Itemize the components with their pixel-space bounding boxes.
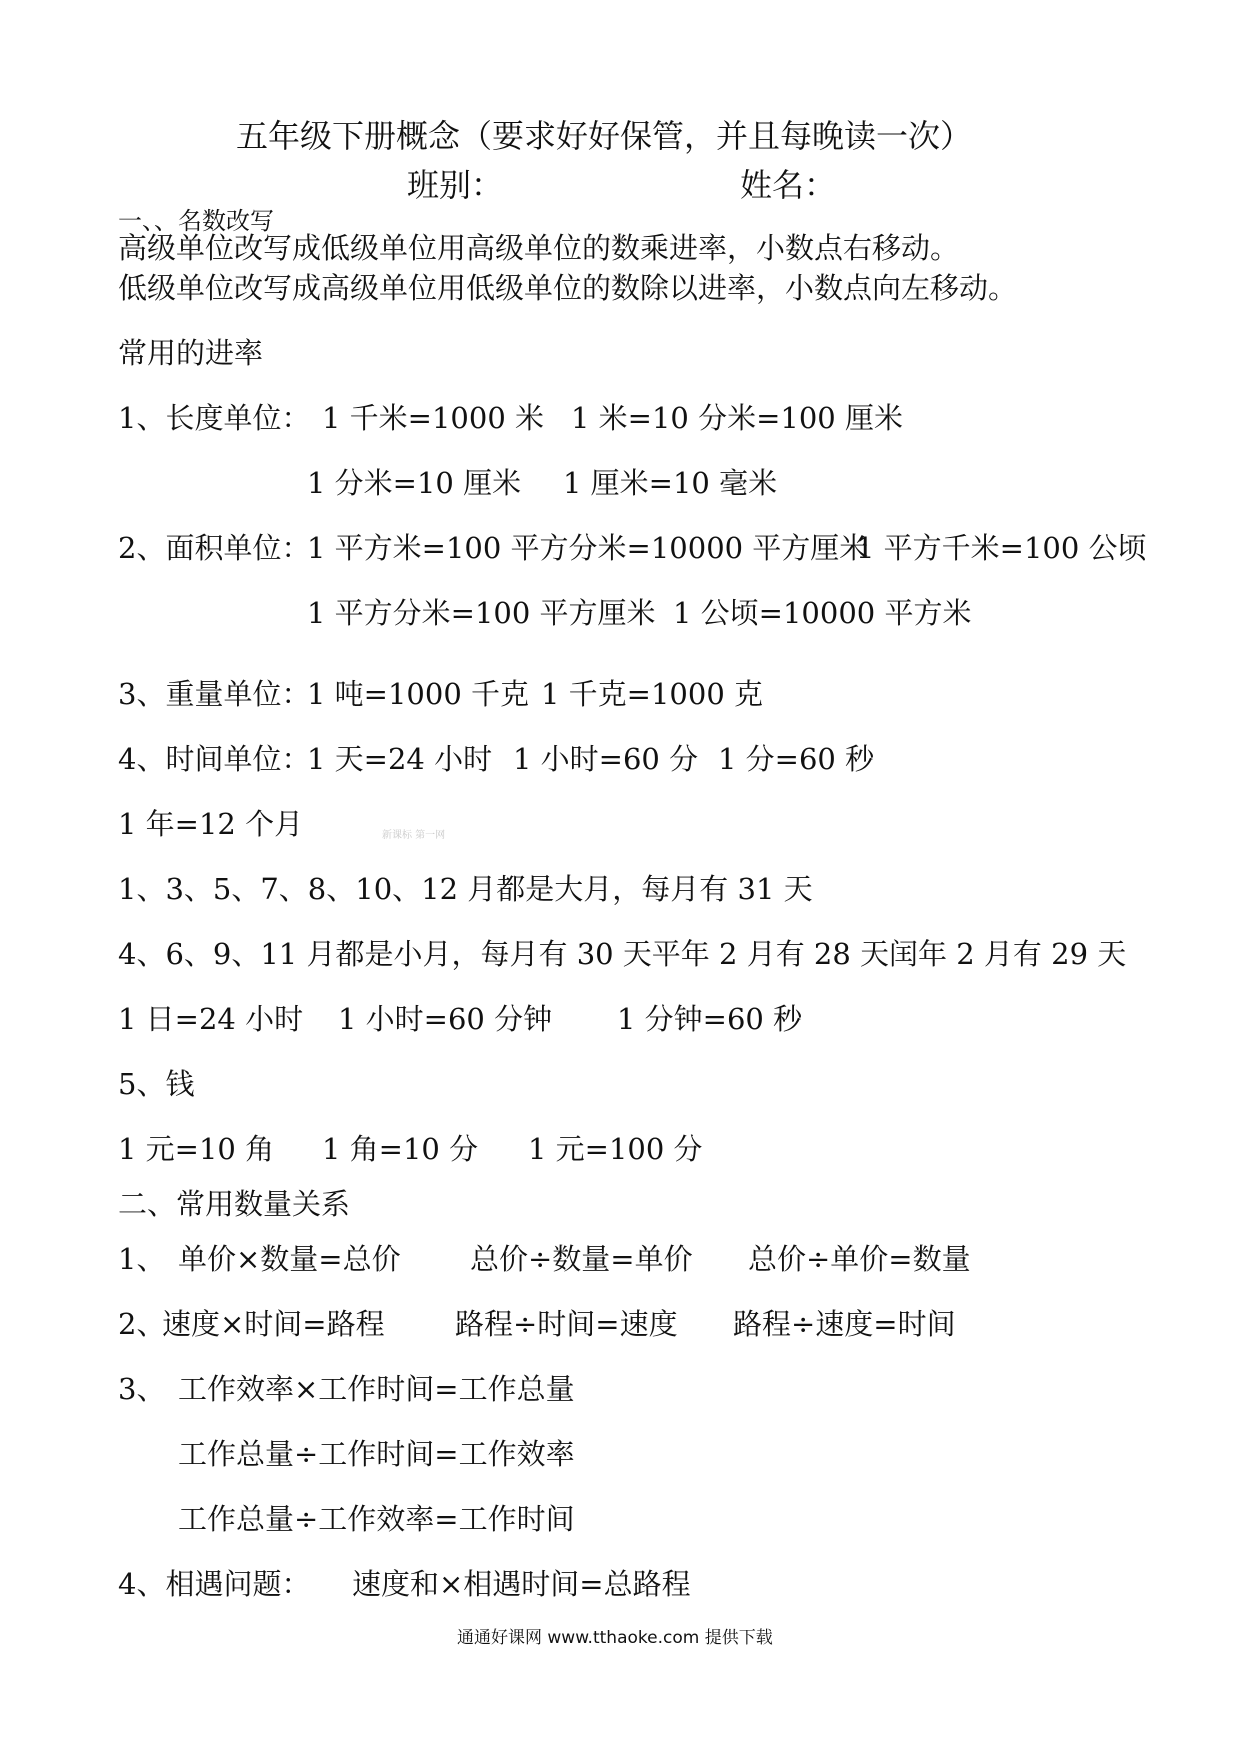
weight-item: 1 吨=1000 千克 — [307, 677, 529, 711]
time-extra-item: 1 小时=60 分钟 — [338, 1002, 553, 1036]
area-item: 1 平方分米=100 平方厘米 — [307, 596, 656, 630]
area-label: 2、面积单位： — [118, 531, 311, 565]
length-item: 1 千米=1000 米 — [322, 401, 544, 435]
relation-item: 路程÷速度=时间 — [733, 1307, 956, 1341]
time-extra-item: 1 日=24 小时 — [118, 1002, 304, 1036]
rule-1: 高级单位改写成低级单位用高级单位的数乘进率，小数点右移动。 — [118, 231, 960, 265]
relation-item: 总价÷单价=数量 — [748, 1242, 971, 1276]
small-months-line: 4、6、9、11 月都是小月，每月有 30 天平年 2 月有 28 天闰年 2 月有 29 天 — [118, 937, 1127, 971]
relation-4-label: 4、相遇问题： — [118, 1567, 311, 1601]
relation-1-label: 1、 — [118, 1242, 166, 1276]
section-2-heading: 二、常用数量关系 — [118, 1187, 351, 1221]
length-item: 1 米=10 分米=100 厘米 — [571, 401, 903, 435]
class-label: 班别： — [407, 166, 504, 204]
relation-item: 速度×时间=路程 — [162, 1307, 385, 1341]
relation-item: 工作总量÷工作时间=工作效率 — [178, 1437, 575, 1471]
money-label: 5、钱 — [118, 1067, 195, 1101]
weight-label: 3、重量单位： — [118, 677, 311, 711]
big-months-line: 1、3、5、7、8、10、12 月都是大月，每月有 31 天 — [118, 872, 813, 906]
length-item: 1 分米=10 厘米 — [307, 466, 522, 500]
relation-item: 速度和×相遇时间=总路程 — [352, 1567, 691, 1601]
name-label: 姓名： — [740, 166, 837, 204]
time-extra-item: 1 分钟=60 秒 — [617, 1002, 803, 1036]
common-rates-heading: 常用的进率 — [118, 336, 264, 370]
time-label: 4、时间单位： — [118, 742, 311, 776]
area-item: 1 平方千米=100 公顷 — [856, 531, 1147, 565]
weight-item: 1 千克=1000 克 — [541, 677, 763, 711]
relation-item: 工作总量÷工作效率=工作时间 — [178, 1502, 575, 1536]
relation-item: 单价×数量=总价 — [178, 1242, 401, 1276]
money-item: 1 元=10 角 — [118, 1132, 275, 1166]
watermark: 新课标 第一网 — [382, 830, 446, 841]
section-1-heading: 一、、名数改写 — [118, 207, 274, 235]
rule-2: 低级单位改写成高级单位用低级单位的数除以进率，小数点向左移动。 — [118, 271, 1018, 305]
area-item: 1 平方米=100 平方分米=10000 平方厘米 — [307, 531, 869, 565]
relation-item: 总价÷数量=单价 — [470, 1242, 693, 1276]
relation-2-label: 2、 — [118, 1307, 166, 1341]
length-label: 1、长度单位： — [118, 401, 311, 435]
relation-3-label: 3、 — [118, 1372, 166, 1406]
relation-item: 路程÷时间=速度 — [455, 1307, 678, 1341]
time-item: 1 分=60 秒 — [718, 742, 875, 776]
relation-item: 工作效率×工作时间=工作总量 — [178, 1372, 575, 1406]
time-item: 1 小时=60 分 — [513, 742, 699, 776]
money-item: 1 角=10 分 — [322, 1132, 479, 1166]
year-line: 1 年=12 个月 — [118, 807, 304, 841]
footer-credit: 通通好课网 www.tthaoke.com 提供下载 — [457, 1628, 773, 1648]
length-item: 1 厘米=10 毫米 — [563, 466, 778, 500]
money-item: 1 元=100 分 — [528, 1132, 703, 1166]
time-item: 1 天=24 小时 — [307, 742, 493, 776]
area-item: 1 公顷=10000 平方米 — [673, 596, 972, 630]
page-title: 五年级下册概念（要求好好保管，并且每晚读一次） — [236, 117, 973, 155]
